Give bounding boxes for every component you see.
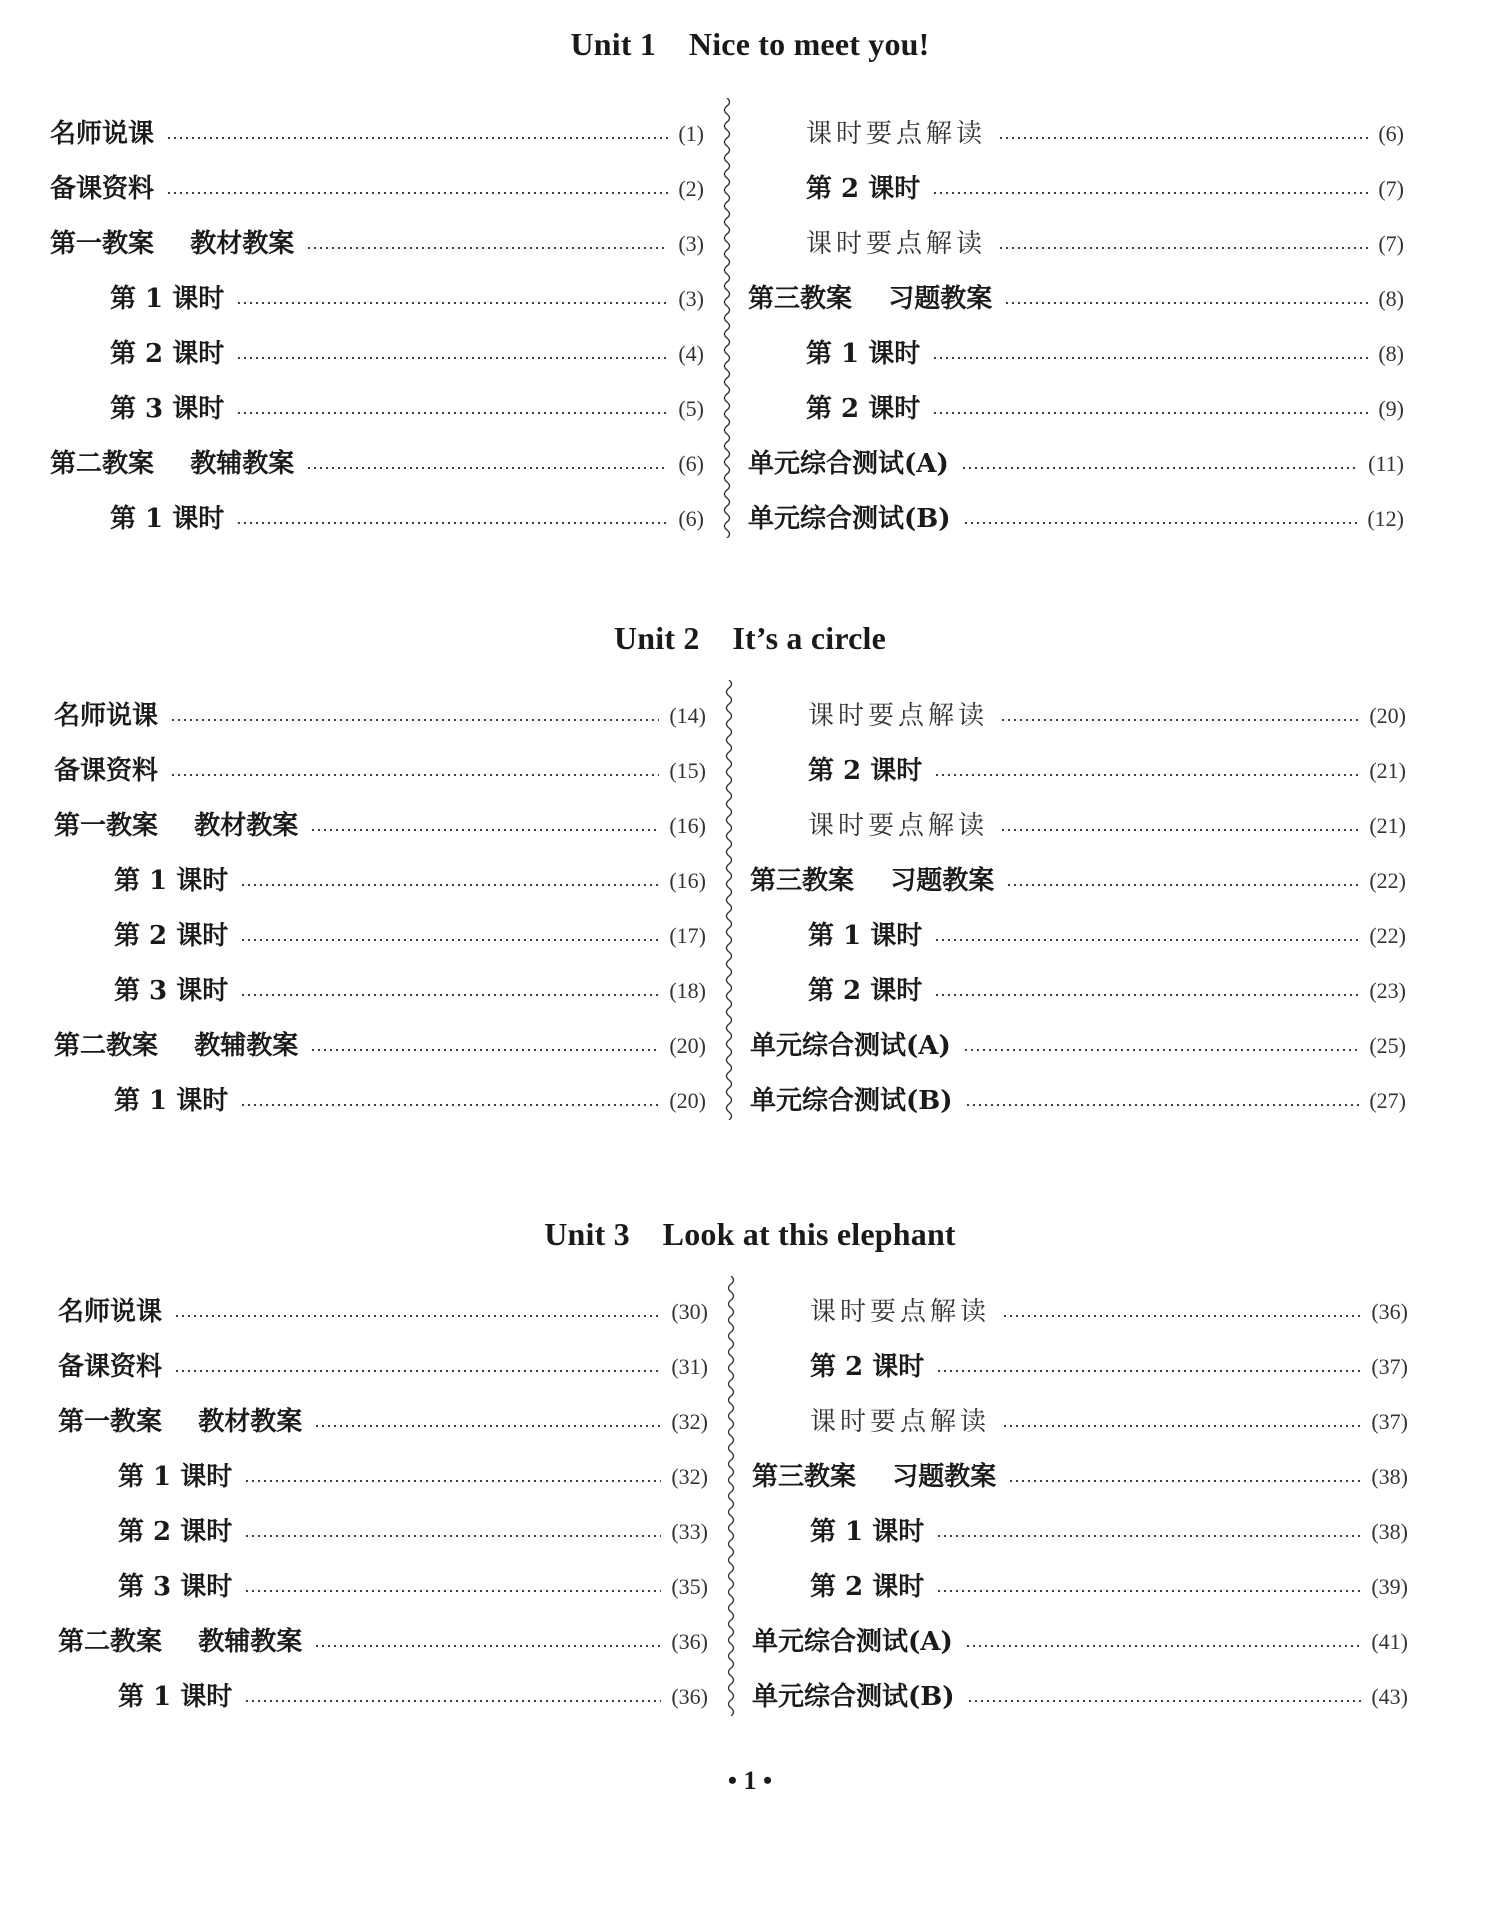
toc-entry-label: 课时要点解读 (810, 1297, 991, 1327)
toc-entry-label: 单元综合测试(B) (750, 1086, 953, 1116)
toc-left-column (58, 1292, 708, 1772)
dot-leader (961, 467, 1358, 469)
dot-leader (240, 1104, 659, 1106)
toc-entry-page: (35) (671, 1574, 708, 1599)
toc-entry (750, 751, 1406, 791)
dot-leader (310, 829, 659, 831)
toc-entry-page: (4) (678, 341, 704, 366)
wavy-divider (724, 1276, 738, 1716)
wavy-divider (722, 680, 736, 1120)
toc-entry (50, 224, 704, 264)
toc-entry-page: (8) (1378, 286, 1404, 311)
toc-entry-label: 备课资料 (50, 174, 155, 204)
toc-entry (750, 861, 1406, 901)
toc-entry-page: (21) (1369, 813, 1406, 838)
toc-entry-label: 第 2 课时 (118, 1517, 233, 1547)
unit-section (0, 1212, 1500, 1722)
toc-entry-page: (37) (1371, 1409, 1408, 1434)
toc-entry (752, 1567, 1408, 1607)
toc-entry-label: 第 2 课时 (806, 174, 921, 204)
toc-left-column (54, 696, 706, 1176)
toc-entry (50, 169, 704, 209)
toc-entry-label: 第 1 课时 (810, 1517, 925, 1547)
dot-leader (1002, 1425, 1361, 1427)
dot-leader (932, 192, 1368, 194)
dot-leader (934, 774, 1359, 776)
dot-leader (236, 522, 668, 524)
dot-leader (936, 1535, 1361, 1537)
toc-entry (58, 1512, 708, 1552)
toc-entry (58, 1677, 708, 1717)
unit-title: Unit 1 Nice to meet you! (570, 26, 930, 62)
toc-entry (58, 1567, 708, 1607)
unit-title: Unit 3 Look at this elephant (544, 1216, 956, 1252)
toc-entry-page: (20) (1369, 703, 1406, 728)
toc-entry-label: 第 2 课时 (808, 756, 923, 786)
toc-entry (748, 224, 1404, 264)
toc-entry (50, 444, 704, 484)
dot-leader (936, 1370, 1361, 1372)
toc-entry (54, 1026, 706, 1066)
toc-entry-label: 第三教案 习题教案 (752, 1462, 997, 1492)
toc-entry-label: 第三教案 习题教案 (750, 866, 995, 896)
toc-entry-page: (31) (671, 1354, 708, 1379)
dot-leader (240, 994, 659, 996)
toc-right-column (748, 114, 1404, 594)
toc-entry (752, 1292, 1408, 1332)
toc-entry-label: 第 2 课时 (110, 339, 225, 369)
toc-entry-page: (32) (671, 1464, 708, 1489)
toc-right-column (752, 1292, 1408, 1772)
toc-entry (750, 1081, 1406, 1121)
toc-entry-page: (30) (671, 1299, 708, 1324)
toc-entry-label: 第 1 课时 (118, 1682, 233, 1712)
wavy-divider (720, 98, 734, 538)
dot-leader (240, 884, 659, 886)
toc-entry (752, 1457, 1408, 1497)
toc-entry (748, 444, 1404, 484)
toc-entry-page: (16) (669, 813, 706, 838)
toc-entry (748, 389, 1404, 429)
toc-entry-label: 第 3 课时 (110, 394, 225, 424)
toc-entry (54, 861, 706, 901)
toc-entry-page: (20) (669, 1033, 706, 1058)
dot-leader (244, 1590, 661, 1592)
toc-entry-label: 第 1 课时 (806, 339, 921, 369)
toc-entry-page: (36) (671, 1629, 708, 1654)
toc-entry (58, 1292, 708, 1332)
dot-leader (314, 1645, 661, 1647)
dot-leader (934, 939, 1359, 941)
toc-entry (752, 1677, 1408, 1717)
toc-entry-label: 第三教案 习题教案 (748, 284, 993, 314)
dot-leader (1008, 1480, 1361, 1482)
toc-entry-page: (20) (669, 1088, 706, 1113)
toc-entry-label: 第一教案 教材教案 (58, 1407, 303, 1437)
toc-entry-page: (39) (1371, 1574, 1408, 1599)
toc-entry-page: (1) (678, 121, 704, 146)
unit-section (0, 616, 1500, 1126)
toc-entry-page: (12) (1367, 506, 1404, 531)
dot-leader (998, 247, 1368, 249)
toc-entry-label: 课时要点解读 (806, 119, 987, 149)
toc-entry-page: (8) (1378, 341, 1404, 366)
toc-entry-label: 第 3 课时 (114, 976, 229, 1006)
toc-entry-page: (6) (678, 506, 704, 531)
toc-entry-page: (21) (1369, 758, 1406, 783)
dot-leader (306, 467, 668, 469)
toc-entry-label: 备课资料 (58, 1352, 163, 1382)
dot-leader (1006, 884, 1359, 886)
dot-leader (932, 412, 1368, 414)
unit-title: Unit 2 It’s a circle (613, 620, 887, 656)
toc-entry-label: 单元综合测试(B) (748, 504, 951, 534)
toc-entry (54, 916, 706, 956)
toc-entry (54, 806, 706, 846)
toc-entry (54, 696, 706, 736)
dot-leader (1004, 302, 1368, 304)
toc-entry-page: (7) (1378, 231, 1404, 256)
toc-entry-page: (14) (669, 703, 706, 728)
toc-entry (748, 114, 1404, 154)
toc-entry (50, 279, 704, 319)
toc-entry-page: (22) (1369, 923, 1406, 948)
toc-entry-page: (37) (1371, 1354, 1408, 1379)
toc-entry-page: (5) (678, 396, 704, 421)
toc-entry (750, 696, 1406, 736)
toc-entry (752, 1512, 1408, 1552)
toc-entry-page: (38) (1371, 1464, 1408, 1489)
dot-leader (963, 1049, 1360, 1051)
toc-entry-label: 第二教案 教辅教案 (58, 1627, 303, 1657)
dot-leader (965, 1104, 1360, 1106)
toc-entry (58, 1402, 708, 1442)
dot-leader (240, 939, 659, 941)
toc-entry-page: (6) (678, 451, 704, 476)
toc-entry (748, 499, 1404, 539)
toc-entry-label: 课时要点解读 (806, 229, 987, 259)
dot-leader (244, 1480, 661, 1482)
toc-entry (748, 279, 1404, 319)
toc-entry-label: 单元综合测试(B) (752, 1682, 955, 1712)
toc-entry-label: 名师说课 (58, 1297, 163, 1327)
toc-entry-label: 第 2 课时 (810, 1352, 925, 1382)
toc-entry-page: (9) (1378, 396, 1404, 421)
toc-entry-page: (18) (669, 978, 706, 1003)
toc-entry (750, 1026, 1406, 1066)
toc-entry-label: 课时要点解读 (808, 701, 989, 731)
toc-entry (50, 389, 704, 429)
toc-entry-page: (6) (1378, 121, 1404, 146)
wavy-line (720, 98, 734, 538)
toc-entry-page: (2) (678, 176, 704, 201)
toc-entry (750, 971, 1406, 1011)
toc-entry-label: 第 1 课时 (110, 504, 225, 534)
dot-leader (936, 1590, 1361, 1592)
toc-entry-label: 单元综合测试(A) (750, 1031, 951, 1061)
toc-entry-label: 第二教案 教辅教案 (54, 1031, 299, 1061)
toc-entry-page: (27) (1369, 1088, 1406, 1113)
toc-entry-label: 第一教案 教材教案 (54, 811, 299, 841)
toc-entry (50, 114, 704, 154)
toc-right-column (750, 696, 1406, 1176)
toc-entry-page: (16) (669, 868, 706, 893)
dot-leader (965, 1645, 1362, 1647)
toc-entry-label: 第一教案 教材教案 (50, 229, 295, 259)
dot-leader (166, 137, 668, 139)
toc-entry-page: (36) (671, 1684, 708, 1709)
dot-leader (963, 522, 1358, 524)
dot-leader (244, 1535, 661, 1537)
toc-entry (752, 1402, 1408, 1442)
unit-section (0, 22, 1500, 532)
toc-entry-label: 第 1 课时 (114, 1086, 229, 1116)
toc-entry-label: 单元综合测试(A) (748, 449, 949, 479)
toc-entry-label: 第 1 课时 (114, 866, 229, 896)
toc-entry-label: 备课资料 (54, 756, 159, 786)
toc-entry-page: (33) (671, 1519, 708, 1544)
dot-leader (174, 1315, 661, 1317)
toc-entry-page: (32) (671, 1409, 708, 1434)
toc-entry-page: (22) (1369, 868, 1406, 893)
dot-leader (998, 137, 1368, 139)
wavy-line (724, 1276, 738, 1716)
toc-entry (54, 971, 706, 1011)
toc-entry-label: 课时要点解读 (808, 811, 989, 841)
toc-entry-page: (41) (1371, 1629, 1408, 1654)
toc-entry (54, 751, 706, 791)
toc-entry-label: 单元综合测试(A) (752, 1627, 953, 1657)
toc-entry-label: 第 1 课时 (808, 921, 923, 951)
toc-entry-page: (3) (678, 231, 704, 256)
dot-leader (236, 357, 668, 359)
dot-leader (236, 302, 668, 304)
toc-entry (50, 334, 704, 374)
toc-entry-page: (25) (1369, 1033, 1406, 1058)
toc-entry (58, 1622, 708, 1662)
wavy-line (722, 680, 736, 1120)
toc-left-column (50, 114, 704, 594)
dot-leader (1002, 1315, 1361, 1317)
toc-entry (50, 499, 704, 539)
dot-leader (244, 1700, 661, 1702)
toc-entry-page: (36) (1371, 1299, 1408, 1324)
toc-entry-page: (7) (1378, 176, 1404, 201)
dot-leader (170, 774, 659, 776)
toc-entry (750, 916, 1406, 956)
toc-entry-page: (15) (669, 758, 706, 783)
dot-leader (166, 192, 668, 194)
toc-entry-label: 第 2 课时 (114, 921, 229, 951)
dot-leader (310, 1049, 659, 1051)
dot-leader (932, 357, 1368, 359)
dot-leader (314, 1425, 661, 1427)
dot-leader (1000, 829, 1359, 831)
dot-leader (174, 1370, 661, 1372)
page-number: • 1 • (727, 1766, 773, 1795)
toc-entry (748, 334, 1404, 374)
toc-entry-page: (11) (1368, 451, 1404, 476)
toc-entry (748, 169, 1404, 209)
toc-entry-label: 名师说课 (54, 701, 159, 731)
toc-entry-label: 第 1 课时 (110, 284, 225, 314)
toc-entry-label: 第 2 课时 (806, 394, 921, 424)
toc-entry (54, 1081, 706, 1121)
toc-entry (752, 1622, 1408, 1662)
toc-entry-page: (3) (678, 286, 704, 311)
toc-entry-page: (38) (1371, 1519, 1408, 1544)
toc-entry-label: 课时要点解读 (810, 1407, 991, 1437)
toc-entry (752, 1347, 1408, 1387)
toc-entry-label: 第 2 课时 (810, 1572, 925, 1602)
toc-entry (750, 806, 1406, 846)
toc-entry-label: 第 2 课时 (808, 976, 923, 1006)
toc-entry-label: 第 1 课时 (118, 1462, 233, 1492)
toc-entry-label: 名师说课 (50, 119, 155, 149)
toc-entry-label: 第 3 课时 (118, 1572, 233, 1602)
toc-entry-label: 第二教案 教辅教案 (50, 449, 295, 479)
dot-leader (170, 719, 659, 721)
toc-entry (58, 1347, 708, 1387)
dot-leader (1000, 719, 1359, 721)
dot-leader (236, 412, 668, 414)
toc-entry-page: (23) (1369, 978, 1406, 1003)
dot-leader (967, 1700, 1362, 1702)
toc-entry-page: (43) (1371, 1684, 1408, 1709)
toc-entry-page: (17) (669, 923, 706, 948)
dot-leader (934, 994, 1359, 996)
toc-entry (58, 1457, 708, 1497)
dot-leader (306, 247, 668, 249)
